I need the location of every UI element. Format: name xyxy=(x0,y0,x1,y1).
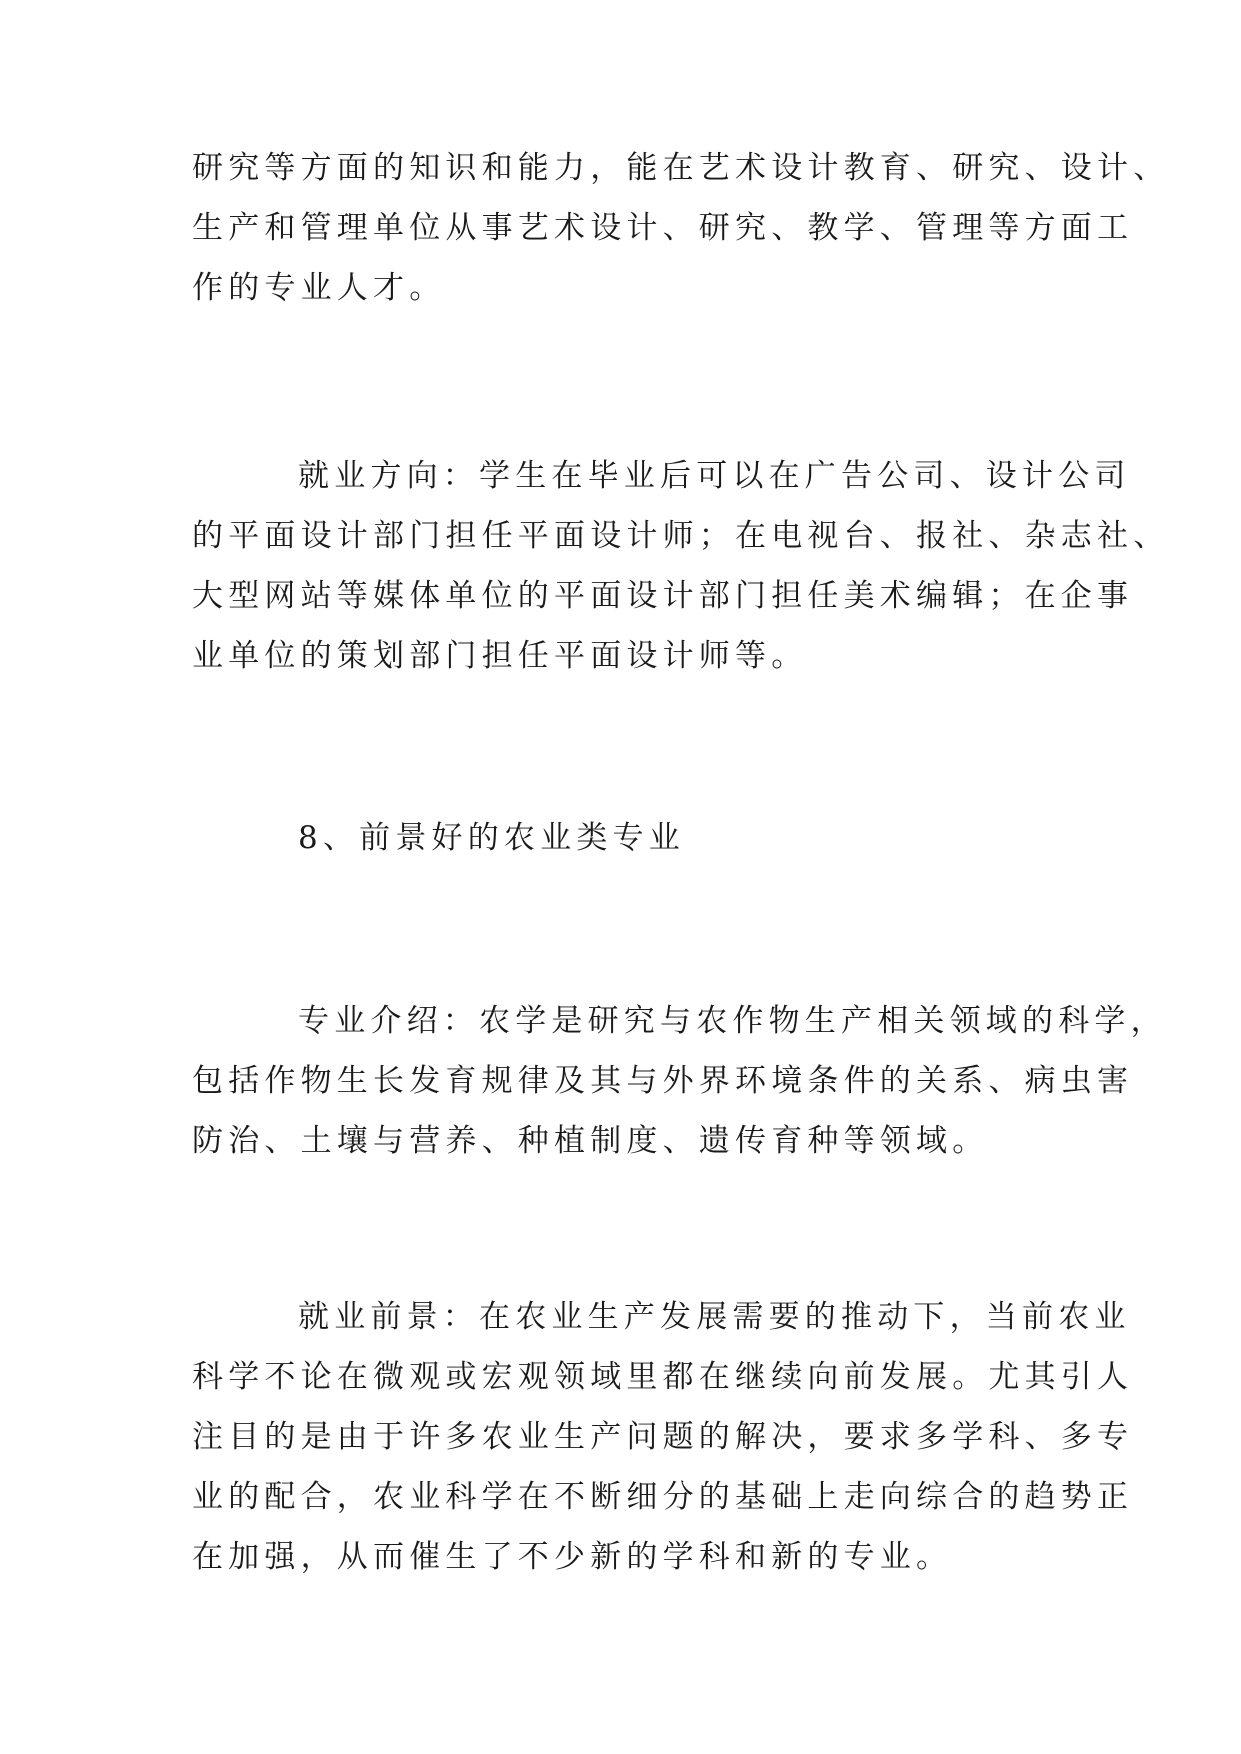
text-line: 科学不论在微观或宏观领域里都在继续向前发展。尤其引人 xyxy=(192,1359,1134,1395)
text-line: 在加强，从而催生了不少新的学科和新的专业。 xyxy=(192,1539,953,1575)
text-line: 包括作物生长发育规律及其与外界环境条件的关系、病虫害 xyxy=(192,1063,1134,1099)
text-line: 防治、土壤与营养、种植制度、遗传育种等领域。 xyxy=(192,1123,989,1159)
text-line: 研究等方面的知识和能力，能在艺术设计教育、研究、设计、 xyxy=(192,150,1170,186)
text-line: 注目的是由于许多农业生产问题的解决，要求多学科、多专 xyxy=(192,1419,1134,1455)
text-line: 的平面设计部门担任平面设计师；在电视台、报社、杂志社、 xyxy=(192,518,1170,554)
text-line: 业单位的策划部门担任平面设计师等。 xyxy=(192,638,808,674)
text-line: 专业介绍：农学是研究与农作物生产相关领域的科学， xyxy=(298,1003,1167,1039)
text-line: 生产和管理单位从事艺术设计、研究、教学、管理等方面工 xyxy=(192,210,1134,246)
text-line: 就业前景：在农业生产发展需要的推动下，当前农业 xyxy=(298,1299,1131,1335)
text-line: 作的专业人才。 xyxy=(192,270,446,306)
text-line: 业的配合，农业科学在不断细分的基础上走向综合的趋势正 xyxy=(192,1479,1134,1515)
text-line: 大型网站等媒体单位的平面设计部门担任美术编辑；在企事 xyxy=(192,578,1134,614)
heading-line: 8、前景好的农业类专业 xyxy=(298,820,685,856)
text-line: 就业方向：学生在毕业后可以在广告公司、设计公司 xyxy=(298,458,1131,494)
